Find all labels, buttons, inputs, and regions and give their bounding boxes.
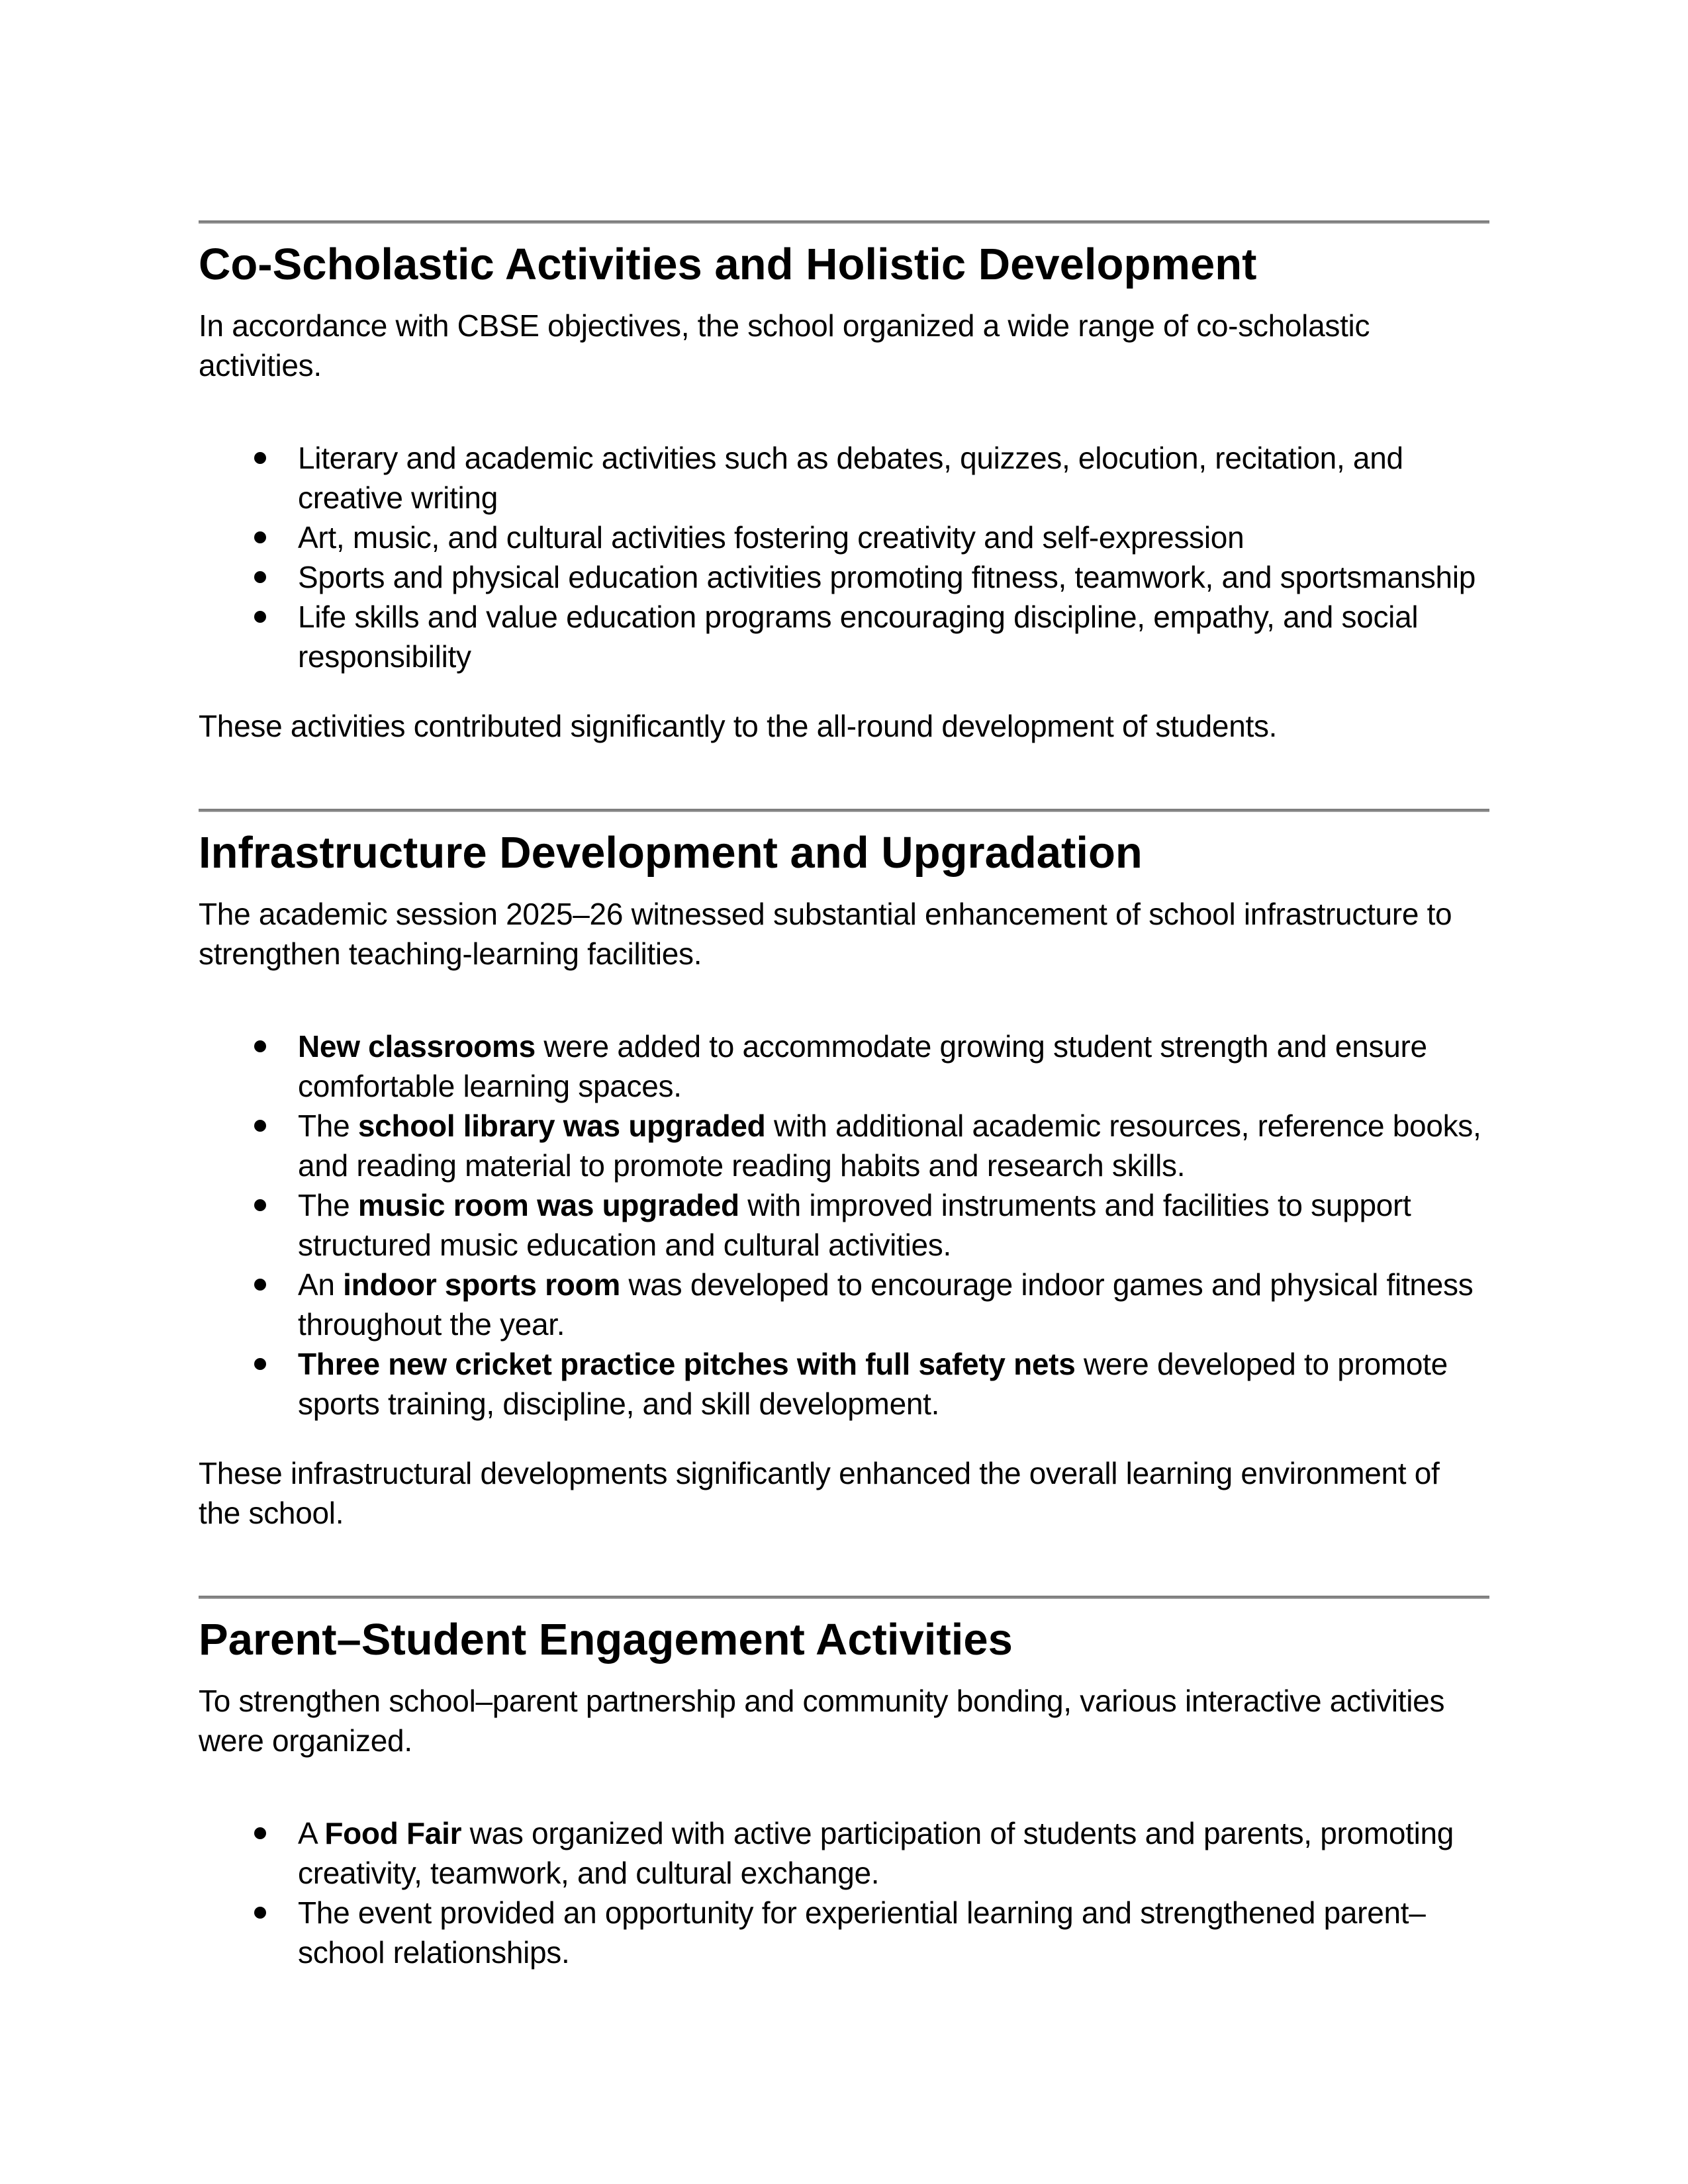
text-run: Literary and academic activities such as debates, quizzes, elocution, recitation, and creative writing (298, 441, 1403, 515)
list-item (298, 1106, 1489, 1185)
bold-text-run: indoor sports room (343, 1267, 620, 1302)
list-item (298, 1344, 1489, 1424)
section-heading: Co-Scholastic Activities and Holistic Development (199, 240, 1257, 289)
text-run: was organized with active participation of students and parents, promoting creativity, teamwork, and cultural exchange. (298, 1816, 1454, 1890)
text-run: Life skills and value education programs encouraging discipline, empathy, and social responsibility (298, 600, 1419, 674)
list-item (298, 518, 1489, 557)
list-item (298, 1185, 1489, 1265)
list-item (298, 1265, 1489, 1344)
horizontal-rule (199, 220, 1489, 224)
text-run: An (298, 1267, 344, 1302)
list-item (298, 597, 1489, 676)
bullet-list (199, 1026, 1489, 1424)
section-intro-paragraph: In accordance with CBSE objectives, the school organized a wide range of co-scholastic activities. (199, 308, 1370, 383)
text-run: The (298, 1109, 358, 1143)
list-item (298, 438, 1489, 518)
text-run: Sports and physical education activities promoting fitness, teamwork, and sportsmanship (298, 560, 1476, 594)
section-heading: Parent–Student Engagement Activities (199, 1615, 1013, 1664)
horizontal-rule (199, 1596, 1489, 1599)
section-infrastructure (199, 809, 1489, 1533)
bullet-list (199, 1813, 1489, 1972)
text-run: A (298, 1816, 325, 1850)
list-item (298, 1026, 1489, 1106)
bold-text-run: music room was upgraded (357, 1188, 739, 1222)
horizontal-rule (199, 809, 1489, 812)
text-run: The (298, 1188, 358, 1222)
list-item (298, 1813, 1489, 1893)
list-item (298, 557, 1489, 597)
text-run: with additional academic resources, reference books, and reading material to promote reading habits and research skills. (298, 1109, 1481, 1183)
section-outro-paragraph: These activities contributed significantly to the all-round development of students. (199, 709, 1278, 743)
section-parent-engagement (199, 1596, 1489, 1972)
bullet-list (199, 438, 1489, 676)
section-outro-paragraph: These infrastructural developments significantly enhanced the overall learning environment of the school. (199, 1456, 1440, 1530)
section-intro-paragraph: To strengthen school–parent partnership and community bonding, various interactive activities were organized. (199, 1684, 1445, 1758)
bold-text-run: New classrooms (298, 1029, 536, 1064)
text-run: Art, music, and cultural activities fostering creativity and self-expression (298, 520, 1244, 555)
list-item (298, 1893, 1489, 1972)
text-run: were developed to promote sports training, discipline, and skill development. (298, 1347, 1448, 1421)
bold-text-run: Three new cricket practice pitches with full safety nets (298, 1347, 1076, 1381)
text-run: were added to accommodate growing student strength and ensure comfortable learning spaces. (298, 1029, 1427, 1103)
text-run: The event provided an opportunity for experiential learning and strengthened parent–school relationships. (298, 1895, 1426, 1970)
section-intro-paragraph: The academic session 2025–26 witnessed substantial enhancement of school infrastructure to strengthen teaching-learning facilities. (199, 897, 1452, 971)
text-run: with improved instruments and facilities to support structured music education and cultural activities. (298, 1188, 1411, 1262)
text-run: was developed to encourage indoor games and physical fitness throughout the year. (298, 1267, 1474, 1342)
section-heading: Infrastructure Development and Upgradation (199, 828, 1143, 878)
bold-text-run: school library was upgraded (357, 1109, 766, 1143)
section-co-scholastic (199, 220, 1489, 746)
bold-text-run: Food Fair (324, 1816, 462, 1850)
